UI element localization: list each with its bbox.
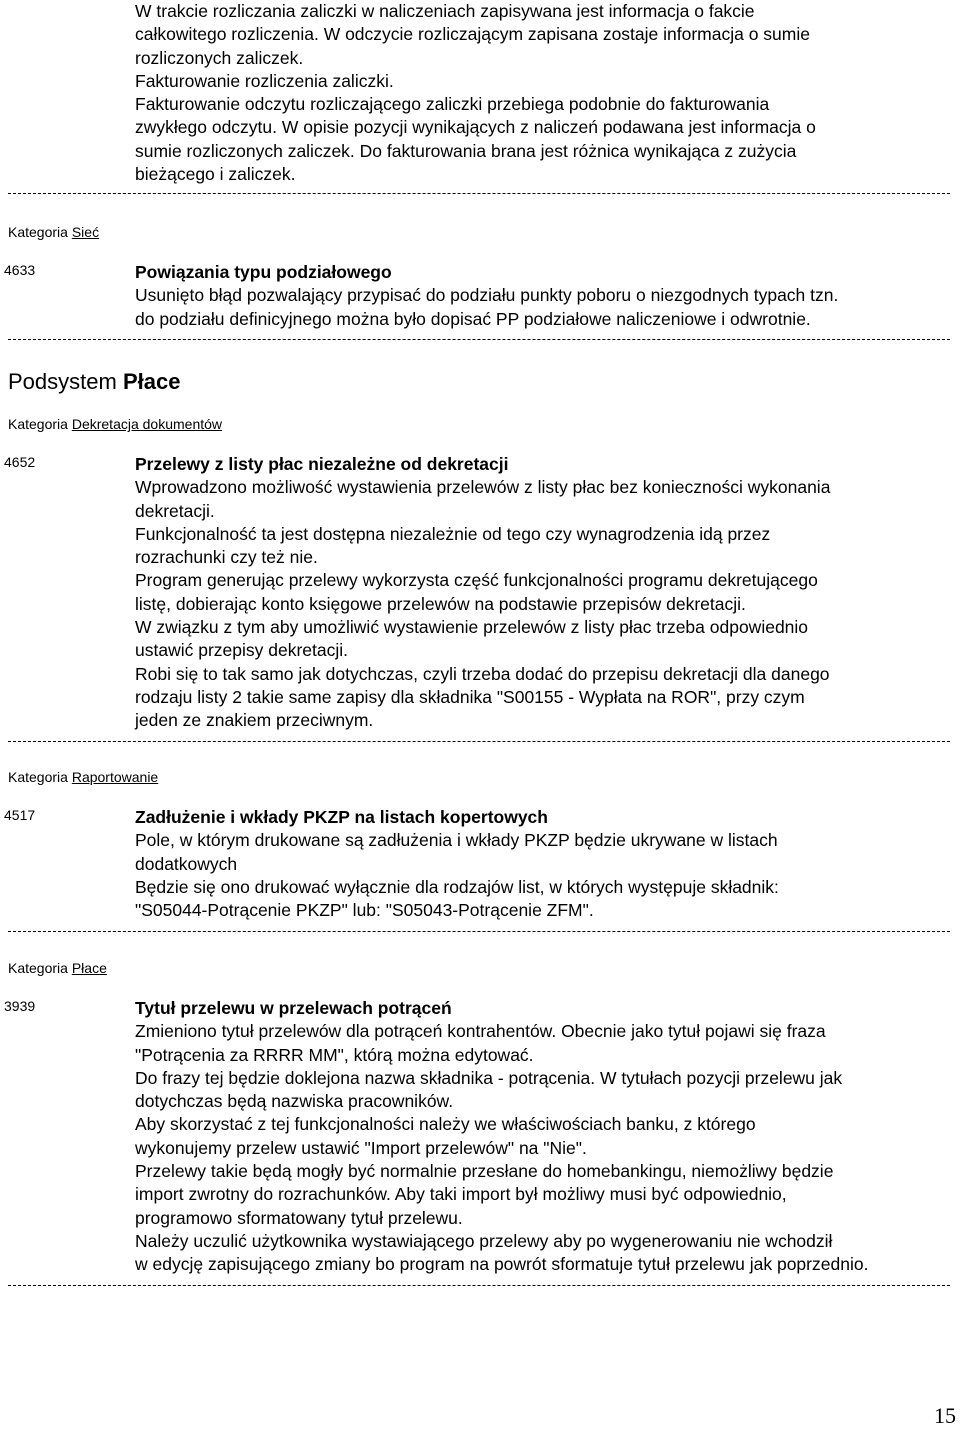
text-line: dekretacji. — [135, 500, 215, 521]
entry-number: 4633 — [4, 262, 36, 278]
text-line: Funkcjonalność ta jest dostępna niezależnie od tego czy wynagrodzenia idą przez — [135, 523, 771, 544]
text-line: Do frazy tej będzie doklejona nazwa składnika - potrącenia. W tytułach pozycji przelewu jak — [135, 1067, 843, 1088]
text-line: w edycję zapisującego zmiany bo program na powrót sformatuje tytuł przelewu jak poprzednio. — [135, 1254, 869, 1275]
text-line: programowo sformatowany tytuł przelewu. — [135, 1207, 463, 1228]
entry-title: Powiązania typu podziałowego — [135, 262, 392, 282]
dashed-separator — [8, 1285, 950, 1286]
entry-number: 4652 — [4, 454, 36, 470]
category-heading — [8, 223, 99, 241]
entry-body — [135, 453, 830, 733]
entry-number: 4517 — [4, 807, 36, 823]
text-line: Pole, w którym drukowane są zadłużenia i wkłady PKZP będzie ukrywane w listach — [135, 830, 778, 851]
category-prefix: Kategoria — [8, 960, 68, 976]
text-line: Usunięto błąd pozwalający przypisać do podziału punkty poboru o niezgodnych typach tzn. — [135, 285, 839, 306]
text-line: Zmieniono tytuł przelewów dla potrąceń kontrahentów. Obecnie jako tytuł pojawi się fraza — [135, 1021, 826, 1042]
subsystem-prefix: Podsystem — [8, 369, 117, 394]
subsystem-heading — [8, 368, 180, 396]
entry-body — [135, 997, 868, 1277]
text-line: W trakcie rozliczania zaliczki w naliczeniach zapisywana jest informacja o fakcie — [135, 1, 755, 21]
category-heading — [8, 415, 222, 433]
text-line: jeden ze znakiem przeciwnym. — [135, 710, 374, 731]
text-line: "S05044-Potrącenie PKZP" lub: "S05043-Potrącenie ZFM". — [135, 900, 594, 921]
subsystem-name: Płace — [122, 369, 181, 394]
dashed-separator — [8, 339, 950, 340]
text-line: Fakturowanie rozliczenia zaliczki. — [135, 70, 394, 91]
text-line: Będzie się ono drukować wyłącznie dla rodzajów list, w których występuje składnik: — [135, 876, 779, 897]
text-line: import zwrotny do rozrachunków. Aby taki import był możliwy musi być odpowiednio, — [135, 1184, 787, 1205]
text-line: Robi się to tak samo jak dotychczas, czyli trzeba dodać do przepisu dekretacji dla danego — [135, 663, 830, 684]
text-line: do podziału definicyjnego można było dopisać PP podziałowe naliczeniowe i odwrotnie. — [135, 308, 811, 329]
text-line: rozrachunki czy też nie. — [135, 547, 318, 568]
dashed-separator — [8, 741, 950, 742]
entry-number: 3939 — [4, 998, 36, 1014]
text-line: bieżącego i zaliczek. — [135, 164, 296, 185]
category-link-siec[interactable]: Sieć — [71, 224, 100, 240]
category-prefix: Kategoria — [8, 769, 68, 785]
text-line: zwykłego odczytu. W opisie pozycji wynikających z naliczeń podawana jest informacja o — [135, 117, 816, 138]
text-line: Fakturowanie odczytu rozliczającego zaliczki przebiega podobnie do fakturowania — [135, 94, 770, 115]
text-line: Program generując przelewy wykorzysta część funkcjonalności programu dekretującego — [135, 570, 818, 591]
dashed-separator — [8, 193, 950, 194]
text-line: dotychczas będą nazwiska pracowników. — [135, 1091, 454, 1112]
text-line: W związku z tym aby umożliwić wystawienie przelewów z listy płac trzeba odpowiednio — [135, 617, 809, 638]
category-heading — [8, 959, 107, 977]
intro-text — [135, 0, 816, 186]
dashed-separator — [8, 931, 950, 932]
text-line: całkowitego rozliczenia. W odczycie rozliczającym zapisana zostaje informacja o sumie — [135, 24, 810, 45]
text-line: wykonujemy przelew ustawić "Import przelewów" na "Nie". — [135, 1137, 587, 1158]
text-line: sumie rozliczonych zaliczek. Do fakturowania brana jest różnica wynikająca z zużycia — [135, 140, 797, 161]
text-line: "Potrącenia za RRRR MM", którą można edytować. — [135, 1044, 534, 1065]
text-line: Przelewy takie będą mogły być normalnie przesłane do homebankingu, niemożliwy będzie — [135, 1161, 834, 1182]
text-line: listę, dobierając konto księgowe przelewów na podstawie przepisów dekretacji. — [135, 593, 746, 614]
entry-title: Przelewy z listy płac niezależne od dekretacji — [135, 454, 509, 474]
category-link-place[interactable]: Płace — [71, 960, 107, 976]
category-link-raportowanie[interactable]: Raportowanie — [71, 769, 159, 785]
text-line: dodatkowych — [135, 853, 238, 874]
text-line: ustawić przepisy dekretacji. — [135, 640, 348, 661]
text-line: Aby skorzystać z tej funkcjonalności należy we właściwościach banku, z którego — [135, 1114, 756, 1135]
entry-body — [135, 806, 779, 922]
text-line: Wprowadzono możliwość wystawienia przelewów z listy płac bez konieczności wykonania — [135, 477, 831, 498]
category-prefix: Kategoria — [8, 224, 68, 240]
entry-body — [135, 261, 838, 331]
entry-title: Zadłużenie i wkłady PKZP na listach kopertowych — [135, 807, 548, 827]
text-line: rodzaju listy 2 takie same zapisy dla składnika "S00155 - Wypłata na ROR", przy czym — [135, 686, 805, 707]
text-line: rozliczonych zaliczek. — [135, 47, 304, 68]
category-link-dekretacja[interactable]: Dekretacja dokumentów — [71, 416, 223, 432]
category-heading — [8, 768, 158, 786]
text-line: Należy uczulić użytkownika wystawiającego przelewy aby po wygenerowaniu nie wchodził — [135, 1230, 833, 1251]
entry-title: Tytuł przelewu w przelewach potrąceń — [135, 998, 452, 1018]
category-prefix: Kategoria — [8, 416, 68, 432]
page-number: 15 — [934, 1403, 956, 1428]
